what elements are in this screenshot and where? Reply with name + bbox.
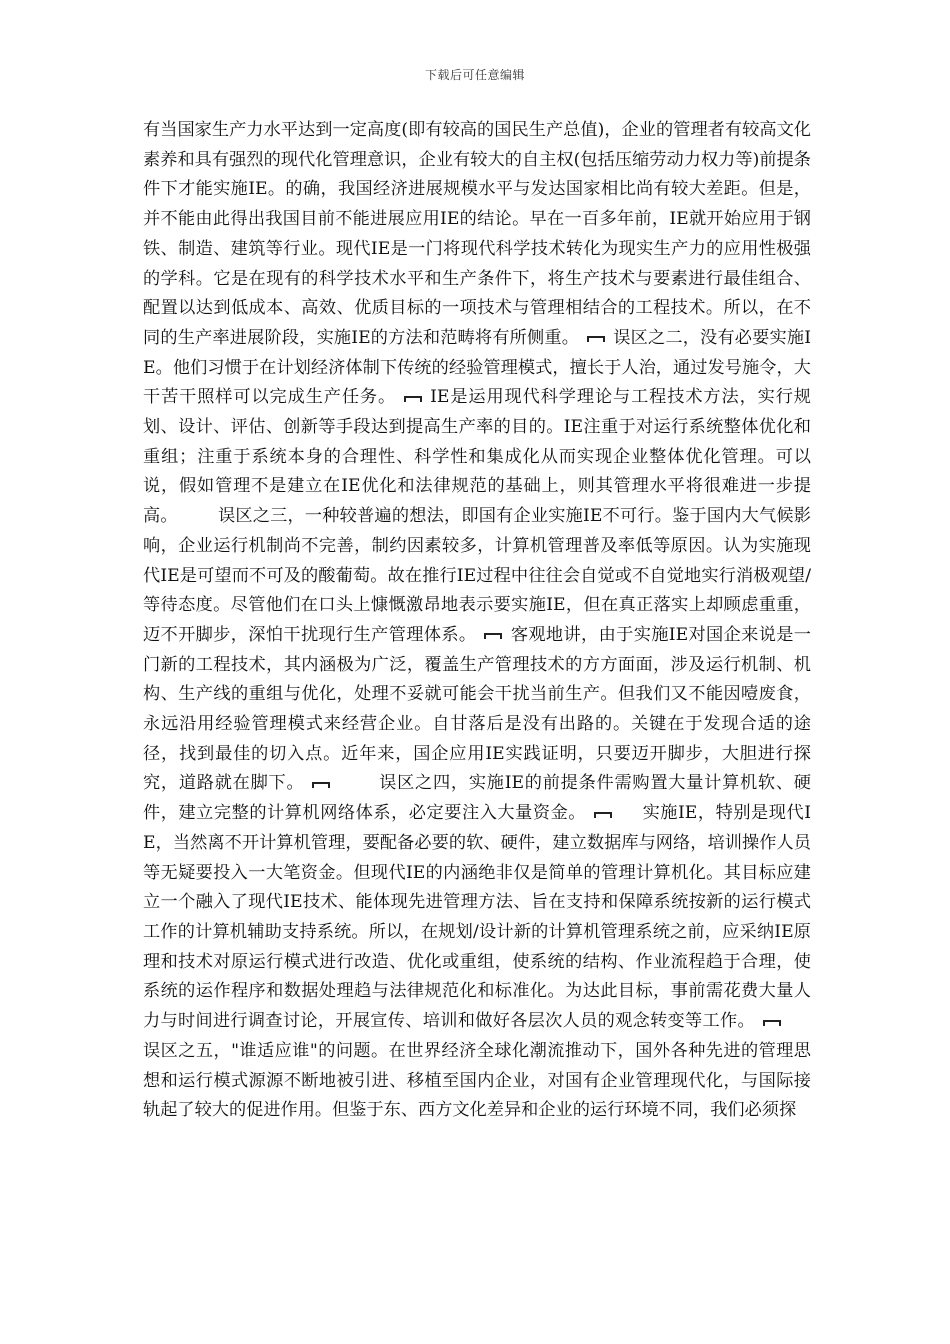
paragraph-break-icon (310, 777, 332, 791)
paragraph-break-icon (761, 1015, 783, 1029)
paragraph-break-icon (585, 331, 607, 345)
paragraph-break-icon (592, 807, 614, 821)
paragraph-3: IE是运用现代科学理论与工程技术方法，实行规划、设计、评估、创新等手段达到提高生产率的目的。IE注重于对运行系统整体优化和重组；注重于系统本身的合理性、科学性和集成化从而实现企业整体优化管理。可以说，假如管理不是建立在IE优化和法律规范的基础上，则其管理水平将很难进一步提高。 (143, 387, 811, 527)
paragraph-5: 客观地讲，由于实施IE对国企来说是一门新的工程技术，其内涵极为广泛，覆盖生产管理技术的方方面面，涉及运行机制、机构、生产线的重组与优化，处理不妥就可能会干扰当前生产。但我们又不能因噎废食，永远沿用经验管理模式来经营企业。自甘落后是没有出路的。关键在于发现合适的途径，找到最佳的切入点。近年来，国企应用IE实践证明，只要迈开脚步，大胆进行探究，道路就在脚下。 (143, 624, 811, 794)
paragraph-4: 误区之三，一种较普遍的想法，即国有企业实施IE不可行。鉴于国内大气候影响，企业运行机制尚不完善，制约因素较多，计算机管理普及率低等原因。认为实施现代IE是可望而不可及的酸葡萄。故在推行IE过程中往往会自觉或不自觉地实行消极观望/等待态度。尽管他们在口头上慷慨激昂地表示要实施IE，但在真正落实上却顾虑重重，迈不开脚步，深怕干扰现行生产管理体系。 (143, 506, 811, 645)
paragraph-8: 误区之五，"谁适应谁"的问题。在世界经济全球化潮流推动下，国外各种先进的管理思想和运行模式源源不断地被引进、移植至国内企业，对国有企业管理现代化，与国际接轨起了较大的促进作用。但鉴于东、西方文化差异和企业的运行环境不同，我们必须探 (143, 1040, 811, 1121)
paragraph-break-icon (482, 628, 504, 642)
paragraph-1: 有当国家生产力水平达到一定高度(即有较高的国民生产总值)，企业的管理者有较高文化素养和具有强烈的现代化管理意识，企业有较大的自主权(包括压缩劳动力权力等)前提条件下才能实施IE。的确，我国经济进展规模水平与发达国家相比尚有较大差距。但是，并不能由此得出我国目前不能进展应用IE的结论。早在一百多年前，IE就开始应用于钢铁、制造、建筑等行业。现代IE是一门将现代科学技术转化为现实生产力的应用性极强的学科。它是在现有的科学技术水平和生产条件下，将生产技术与要素进行最佳组合、配置以达到低成本、高效、优质目标的一项技术与管理相结合的工程技术。所以，在不同的生产率进展阶段，实施IE的方法和范畴将有所侧重。 (143, 120, 811, 348)
body-text (143, 116, 811, 1126)
paragraph-7: 实施IE，特别是现代IE，当然离不开计算机管理，要配备必要的软、硬件，建立数据库与网络，培训操作人员等无疑要投入一大笔资金。但现代IE的内涵绝非仅是简单的管理计算机化。其目标应建立一个融入了现代IE技术、能体现先进管理方法、旨在支持和保障系统按新的运行模式工作的计算机辅助支持系统。所以，在规划/设计新的计算机管理系统之前，应采纳IE原理和技术对原运行模式进行改造、优化或重组，使系统的结构、作业流程趋于合理，使系统的运作程序和数据处理趋与法律规范化和标准化。为达此目标，事前需花费大量人力与时间进行调查讨论，开展宣传、培训和做好各层次人员的观念转变等工作。 (143, 803, 811, 1032)
page-header: 下载后可任意编辑 (424, 68, 525, 82)
paragraph-break-icon (402, 391, 424, 405)
paragraph-2: 误区之二，没有必要实施IE。他们习惯于在计划经济体制下传统的经验管理模式，擅长于人治，通过发号施令，大干苦干照样可以完成生产任务。 (143, 327, 811, 408)
paragraph-6: 误区之四，实施IE的前提条件需购置大量计算机软、硬件，建立完整的计算机网络体系，必定要注入大量资金。 (143, 773, 811, 824)
